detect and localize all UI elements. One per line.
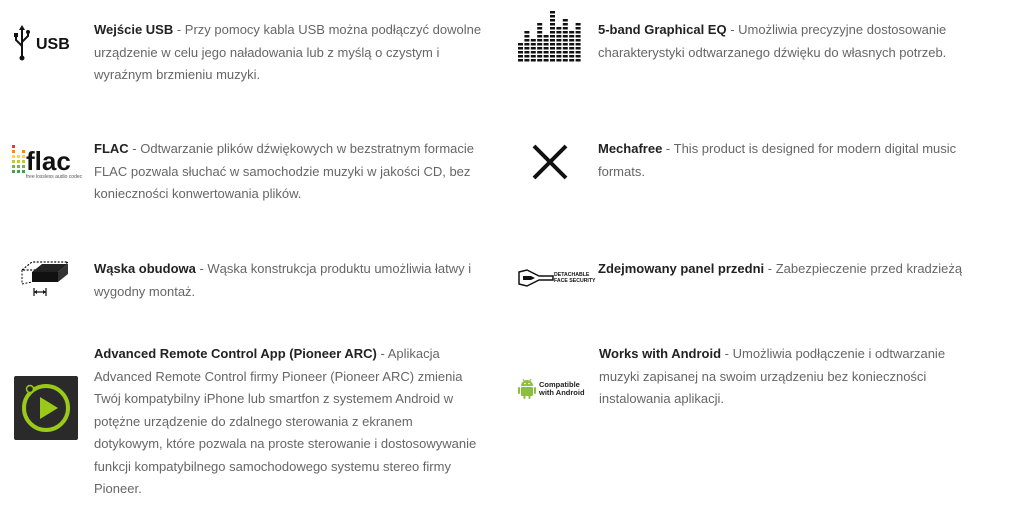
feature-title: Mechafree xyxy=(598,141,663,156)
feature-title: FLAC xyxy=(94,141,129,156)
feature-description: - This product is designed for modern digital music formats. xyxy=(598,141,957,179)
android-icon xyxy=(517,376,585,400)
feature-title: Works with Android xyxy=(599,346,722,361)
detachable-face-icon xyxy=(517,266,596,288)
svg-text:flac: flac xyxy=(26,146,71,176)
slim-chassis-icon xyxy=(18,258,72,300)
feature-title: 5-band Graphical EQ xyxy=(598,22,727,37)
feature-description: - Umożliwia precyzyjne dostosowanie charakterystyki odtwarzanego dźwięku do własnych potrzeb. xyxy=(598,22,947,60)
feature-description: - Zabezpieczenie przed kradzieżą xyxy=(764,261,963,276)
feature-title: Wąska obudowa xyxy=(94,261,196,276)
feature-description: - Umożliwia podłączenie i odtwarzanie muzyki zapisanej na swoim urządzeniu bez konieczności instalowania aplikacji. xyxy=(599,346,946,406)
svg-text:DETACHABLE: DETACHABLE xyxy=(554,272,590,278)
feature-title: Advanced Remote Control App (Pioneer ARC) xyxy=(94,346,377,361)
feature-description: - Odtwarzanie plików dźwiękowych w bezstratnym formacie FLAC pozwala słuchać w samochodzie muzyki w jakości CD, bez konieczności konwertowania plików. xyxy=(94,141,475,201)
play-app-icon xyxy=(14,376,78,440)
svg-text:FACE SECURITY: FACE SECURITY xyxy=(554,278,596,284)
equalizer-icon xyxy=(517,22,583,64)
feature-description: - Wąska konstrukcja produktu umożliwia łatwy i wygodny montaż. xyxy=(94,261,472,299)
svg-text:Compatible: Compatible xyxy=(539,380,580,389)
feature-description: - Przy pomocy kabla USB można podłączyć dowolne urządzenie w celu jego naładowania lub z myślą o czystym i wyraźnym brzmieniu muzyki. xyxy=(94,22,482,82)
usb-icon xyxy=(12,24,78,62)
feature-description: - Aplikacja Advanced Remote Control firmy Pioneer (Pioneer ARC) zmienia Twój kompatybilny iPhone lub smartfon z systemem Android w potężne urządzenie do zdalnego sterowania z ekranem dotykowym, które pozwala na proste sterowanie i dostosowywanie funkcji kompatybilnego samochodowego systemu stereo firmy Pioneer. xyxy=(94,346,477,496)
svg-text:free lossless audio codec: free lossless audio codec xyxy=(26,174,83,180)
flac-icon xyxy=(12,143,83,181)
mechafree-x-icon xyxy=(529,142,571,182)
svg-text:with Android: with Android xyxy=(539,388,585,397)
feature-title: Wejście USB xyxy=(94,22,174,37)
svg-text:USB: USB xyxy=(36,36,70,53)
feature-title: Zdejmowany panel przedni xyxy=(598,261,765,276)
